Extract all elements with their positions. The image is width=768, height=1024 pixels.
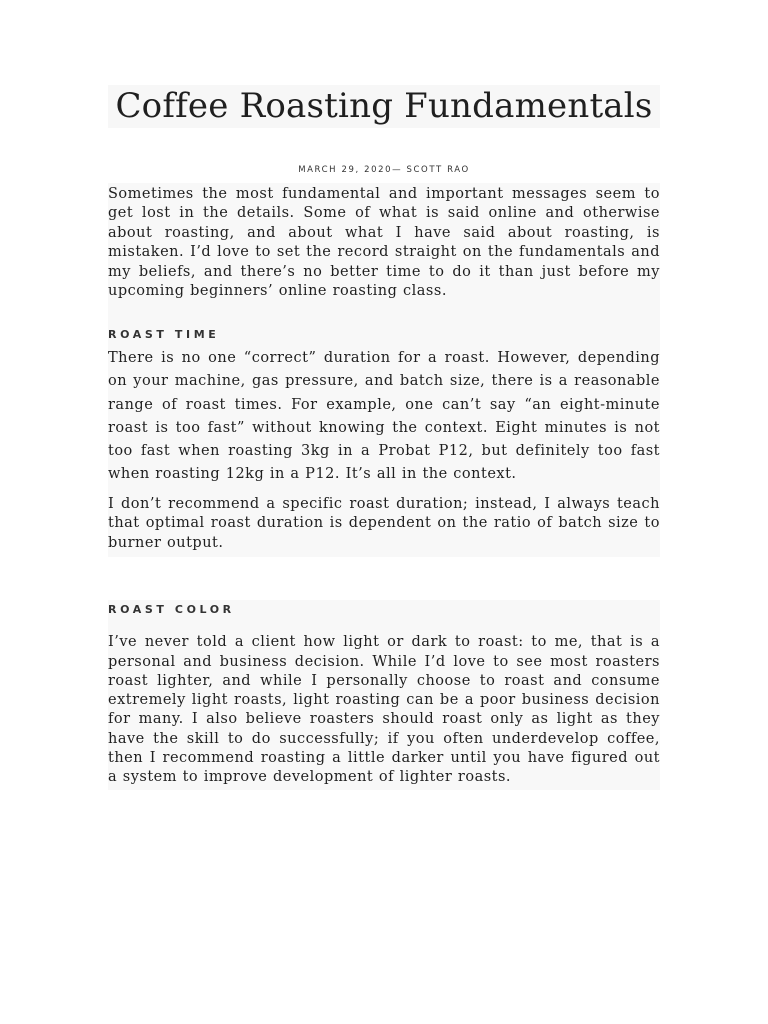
section-heading-roast-time: ROAST TIME xyxy=(108,328,220,341)
roast-time-paragraph-2: I don’t recommend a specific roast duration; instead, I always teach that optimal roast duration is dependent on the ratio of batch size to burner output. xyxy=(108,495,660,551)
intro-paragraph: Sometimes the most fundamental and important messages seem to get lost in the details. Some of what is said online and otherwise about roasting, and about what I have said about roasting, is mistaken. I’d love to set the record straight on the fundamentals and my beliefs, and there’s no better time to do it than just before my upcoming beginners’ online roasting class. xyxy=(108,186,660,300)
roast-time-paragraph-1: There is no one “correct” duration for a roast. However, depending on your machine, gas pressure, and batch size, there is a reasonable range of roast times. For example, one can’t say “an eight-minute roast is too fast” without knowing the context. Eight minutes is not too fast when roasting 3kg in a Probat P12, but definitely too fast when roasting 12kg in a P12. It’s all in the context. xyxy=(108,350,660,483)
title-block xyxy=(108,85,660,128)
article-title: Coffee Roasting Fundamentals xyxy=(115,86,653,126)
article-byline: MARCH 29, 2020— SCOTT RAO xyxy=(298,165,470,175)
intro-and-roast-time-block xyxy=(108,183,660,557)
article xyxy=(108,85,660,790)
roast-color-block xyxy=(108,600,660,789)
roast-color-paragraph-1: I’ve never told a client how light or dark to roast: to me, that is a personal and business decision. While I’d love to see most roasters roast lighter, and while I personally choose to roast and consume extremely light roasts, light roasting can be a poor business decision for many. I also believe roasters should roast only as light as they have the skill to do successfully; if you often underdevelop coffee, then I recommend roasting a little darker until you have figured out a system to improve development of lighter roasts. xyxy=(108,634,660,786)
section-heading-roast-color: ROAST COLOR xyxy=(108,603,235,617)
